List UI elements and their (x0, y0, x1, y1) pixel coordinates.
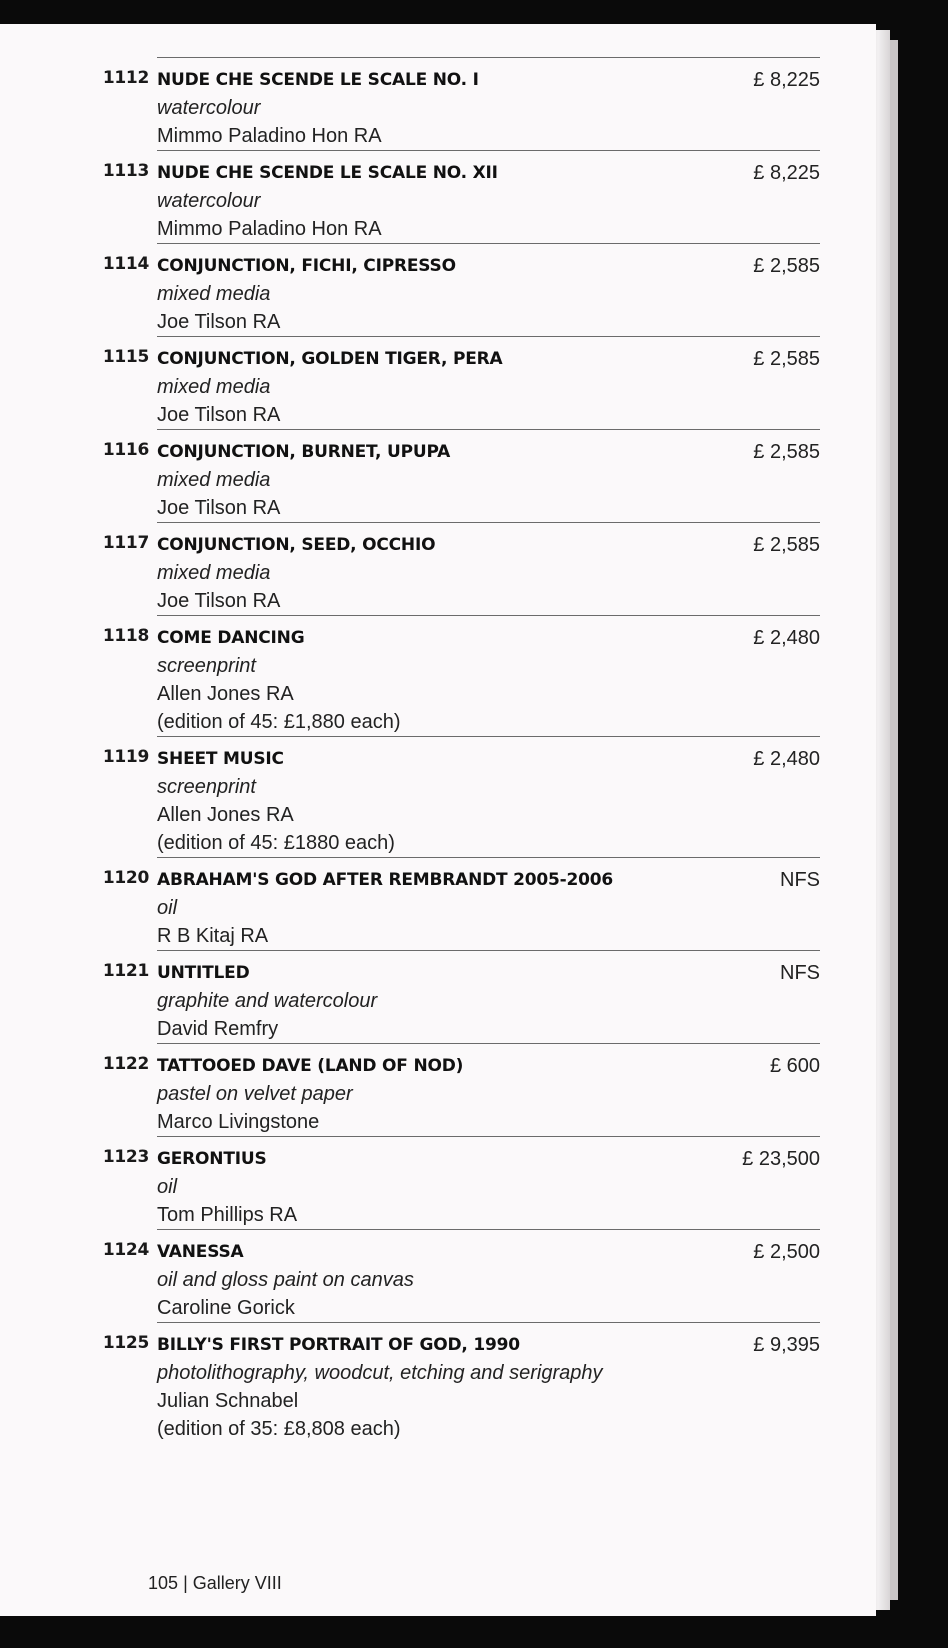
entry-title: GERONTIUS (157, 1149, 267, 1169)
entry-price: £ 2,585 (753, 348, 820, 370)
entry-artist: R B Kitaj RA (157, 925, 269, 947)
entry-title: CONJUNCTION, SEED, OCCHIO (157, 535, 436, 555)
entry-number: 1112 (102, 68, 149, 88)
catalogue-entry (102, 1322, 820, 1443)
catalogue-page (0, 24, 876, 1616)
entry-artist: Marco Livingstone (157, 1111, 320, 1133)
entry-price: £ 2,585 (753, 255, 820, 277)
entry-edition: (edition of 35: £8,808 each) (157, 1418, 401, 1440)
entry-medium: mixed media (157, 562, 271, 584)
entry-artist: Mimmo Paladino Hon RA (157, 218, 382, 240)
catalogue-entry (102, 522, 820, 615)
entry-number: 1125 (102, 1333, 149, 1353)
gallery-name: Gallery VIII (192, 1573, 282, 1593)
entry-number: 1123 (102, 1147, 149, 1167)
entry-number: 1114 (102, 254, 149, 274)
entry-medium: mixed media (157, 376, 271, 398)
entry-title: VANESSA (157, 1242, 244, 1262)
page-number: 105 (148, 1573, 179, 1593)
entry-title: UNTITLED (157, 963, 250, 983)
catalogue-entry (102, 950, 820, 1043)
entry-artist: Joe Tilson RA (157, 497, 281, 519)
entry-title: NUDE CHE SCENDE LE SCALE NO. I (157, 70, 479, 90)
entry-price: £ 2,585 (753, 534, 820, 556)
page-footer (148, 1573, 282, 1594)
catalogue-entry (102, 1043, 820, 1136)
entry-medium: watercolour (157, 190, 261, 212)
catalogue-entry (102, 615, 820, 736)
entry-title: NUDE CHE SCENDE LE SCALE NO. XII (157, 163, 498, 183)
entry-price: £ 8,225 (753, 162, 820, 184)
entry-number: 1115 (102, 347, 149, 367)
catalogue-entry (102, 857, 820, 950)
entry-medium: photolithography, woodcut, etching and serigraphy (157, 1362, 603, 1384)
entry-price: £ 23,500 (742, 1148, 820, 1170)
entry-title: COME DANCING (157, 628, 305, 648)
entry-title: ABRAHAM'S GOD AFTER REMBRANDT 2005-2006 (157, 870, 614, 890)
entry-medium: oil and gloss paint on canvas (157, 1269, 414, 1291)
catalogue-entry (102, 1136, 820, 1229)
entry-medium: oil (157, 1176, 178, 1198)
entry-title: CONJUNCTION, GOLDEN TIGER, PERA (157, 349, 503, 369)
entry-medium: graphite and watercolour (157, 990, 378, 1012)
entry-number: 1119 (102, 747, 149, 767)
entry-title: CONJUNCTION, BURNET, UPUPA (157, 442, 451, 462)
entry-title: TATTOOED DAVE (LAND OF NOD) (157, 1056, 464, 1076)
footer-separator: | (183, 1573, 188, 1593)
entry-title: CONJUNCTION, FICHI, CIPRESSO (157, 256, 456, 276)
entry-price: NFS (780, 962, 820, 984)
entry-edition: (edition of 45: £1880 each) (157, 832, 395, 854)
entry-price: £ 2,480 (753, 748, 820, 770)
entry-medium: mixed media (157, 283, 271, 305)
entry-price: £ 600 (769, 1055, 820, 1077)
entry-title: BILLY'S FIRST PORTRAIT OF GOD, 1990 (157, 1335, 520, 1355)
entry-price: £ 8,225 (753, 69, 820, 91)
catalogue-entry (102, 57, 820, 150)
entry-number: 1118 (102, 626, 149, 646)
catalogue-entry (102, 336, 820, 429)
entry-artist: Allen Jones RA (157, 683, 294, 705)
entry-medium: watercolour (157, 97, 261, 119)
entry-number: 1124 (102, 1240, 149, 1260)
entry-number: 1113 (102, 161, 149, 181)
entry-price: NFS (780, 869, 820, 891)
entry-artist: Joe Tilson RA (157, 590, 281, 612)
entry-medium: oil (157, 897, 178, 919)
catalogue-entry (102, 736, 820, 857)
entry-price: £ 2,585 (753, 441, 820, 463)
entry-number: 1116 (102, 440, 149, 460)
entry-edition: (edition of 45: £1,880 each) (157, 711, 401, 733)
catalogue-entry (102, 150, 820, 243)
entry-price: £ 9,395 (753, 1334, 820, 1356)
entry-artist: Allen Jones RA (157, 804, 294, 826)
catalogue-entry-list (0, 57, 876, 1443)
entry-artist: Mimmo Paladino Hon RA (157, 125, 382, 147)
entry-price: £ 2,480 (753, 627, 820, 649)
page-edge-shadow (890, 40, 898, 1600)
catalogue-entry (102, 429, 820, 522)
entry-artist: Tom Phillips RA (157, 1204, 298, 1226)
entry-artist: Julian Schnabel (157, 1390, 299, 1412)
catalogue-entry (102, 243, 820, 336)
entry-artist: Joe Tilson RA (157, 404, 281, 426)
entry-artist: David Remfry (157, 1018, 279, 1040)
catalogue-entry (102, 1229, 820, 1322)
entry-title: SHEET MUSIC (157, 749, 284, 769)
entry-number: 1120 (102, 868, 149, 888)
entry-number: 1121 (102, 961, 149, 981)
entry-artist: Joe Tilson RA (157, 311, 281, 333)
entry-medium: screenprint (157, 776, 256, 798)
entry-artist: Caroline Gorick (157, 1297, 295, 1319)
entry-number: 1122 (102, 1054, 149, 1074)
entry-medium: pastel on velvet paper (157, 1083, 353, 1105)
entry-price: £ 2,500 (753, 1241, 820, 1263)
entry-medium: mixed media (157, 469, 271, 491)
entry-number: 1117 (102, 533, 149, 553)
entry-medium: screenprint (157, 655, 256, 677)
